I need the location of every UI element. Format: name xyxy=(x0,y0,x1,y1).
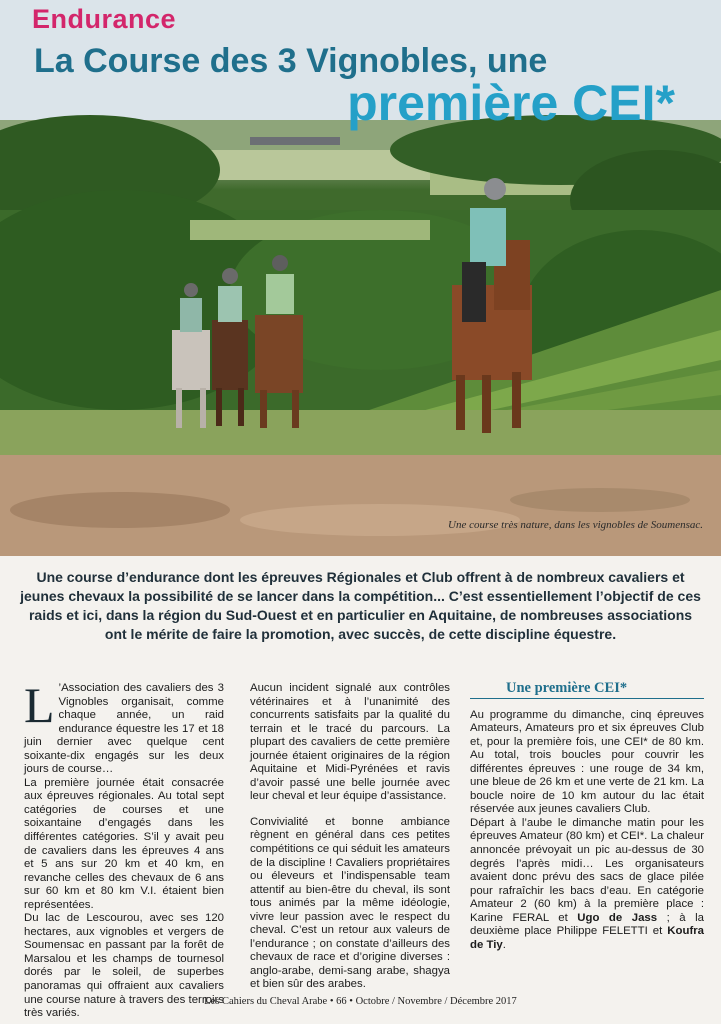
article-column-1 xyxy=(24,677,224,1021)
drop-cap: L xyxy=(24,677,55,733)
col3-p2-mid: ; à la deuxième place Philippe FELETTI et xyxy=(470,911,704,938)
col3-p2-end: . xyxy=(502,938,506,951)
col3-paragraph-1: Au programme du dimanche, cinq épreuves Amateurs, Amateurs pro et six épreuves Club et, pour la première fois, une CEI* de 80 km. Au total, trois boucles pour couvrir les différentes épreuves : une rouge de 34 km, une bleue de 26 km et une verte de 21 km. La boucle noire de 10 km autour du lac était réservée aux jeunes cavaliers Club. xyxy=(470,708,704,816)
horse-name-ugo: Ugo de Jass xyxy=(577,911,658,924)
col1-paragraph-1 xyxy=(24,677,224,777)
col1-paragraph-3: Du lac de Lescourou, avec ses 120 hectares, aux vignobles et vergers de Soumensac en passant par la forêt de Marsalou et les champs de tournesol dorés par le soleil, de superbes panoramas qui offraient aux cavaliers une course nature à travers des terroirs très variés. xyxy=(24,912,224,1020)
article-column-2 xyxy=(250,682,450,992)
col3-p2-text: Départ à l’aube le dimanche matin pour les épreuves Amateur (80 km) et CEI*. La chaleur annoncée prévoyait un pic au-dessus de 30 degrés l’après midi… Les organisateurs avaient donc prévu des sacs de glace pilée pour rafraîchir les bacs d’eau. En catégorie Amateur 2 (60 km) à la première place : Karine FERAL et xyxy=(470,816,704,924)
article-lead: Une course d’endurance dont les épreuves Régionales et Club offrent à de nombreux cavaliers et jeunes chevaux la possibilité de se lancer dans la compétition... C’est essentiellement l’objectif de ces raids et ici, dans la région du Sud-Ouest et en particulier en Aquitaine, de nombreuses associations ont le mérite de faire la promotion, avec succès, de cette discipline équestre. xyxy=(20,569,701,642)
article-column-3 xyxy=(470,682,704,952)
horse-name-koufra: Koufra de Tiy xyxy=(470,925,704,951)
article-title-line2: première CEI* xyxy=(347,75,675,131)
col1-p1-text: ’Association des cavaliers des 3 Vignobles organisait, comme chaque année, un raid endurance équestre les 17 et 18 juin dernier avec quelque cent soixante-dix engagés sur les deux jours de course… xyxy=(24,682,224,776)
article-kicker: Endurance xyxy=(32,4,177,34)
section-heading-cei: Une première CEI* xyxy=(470,682,704,699)
col2-paragraph-1: Aucun incident signalé aux contrôles vétérinaires et à l’unanimité des concurrents satisfaits par la qualité du terrain et le tracé du parcours. La plupart des cavaliers de cette première journée étaient originaires de la région Aquitaine et Midi-Pyrénées et ravis d’avoir passé une belle journée avec leur cheval et leur équipe d’assistance. xyxy=(250,682,450,803)
page-footer: Les Cahiers du Cheval Arabe • 66 • Octobre / Novembre / Décembre 2017 xyxy=(204,996,517,1007)
photo-caption: Une course très nature, dans les vignobles de Soumensac. xyxy=(448,519,703,531)
article-title-line1: La Course des 3 Vignobles, une xyxy=(34,42,548,80)
col2-paragraph-2: Convivialité et bonne ambiance règnent en général dans ces petites compétitions ce qui séduit les amateurs de la discipline ! Cavaliers propriétaires ou éleveurs et l’indispensable team attentif au bien-être du cheval, ils sont tous animés par la même idéologie, vivre leur passion avec le respect du cheval. C’est un retour aux valeurs de l’endurance ; on constate d’ailleurs des chevaux de race et d’origine diverses : anglo-arabe, demi-sang arabe, shagya et bien sûr des arabes. xyxy=(250,815,450,991)
col1-paragraph-2: La première journée était consacrée aux épreuves régionales. Au total sept catégories de courses et une soixantaine d’engagés dans les différentes catégories. S’il y avait peu de cavaliers dans les épreuves 4 ans et 5 ans sur 20 km et 40 km, en revanche celles des chevaux de 6 ans sur 60 km et 80 km V.I. étaient bien représentées. xyxy=(24,776,224,911)
col3-paragraph-2 xyxy=(470,817,704,952)
